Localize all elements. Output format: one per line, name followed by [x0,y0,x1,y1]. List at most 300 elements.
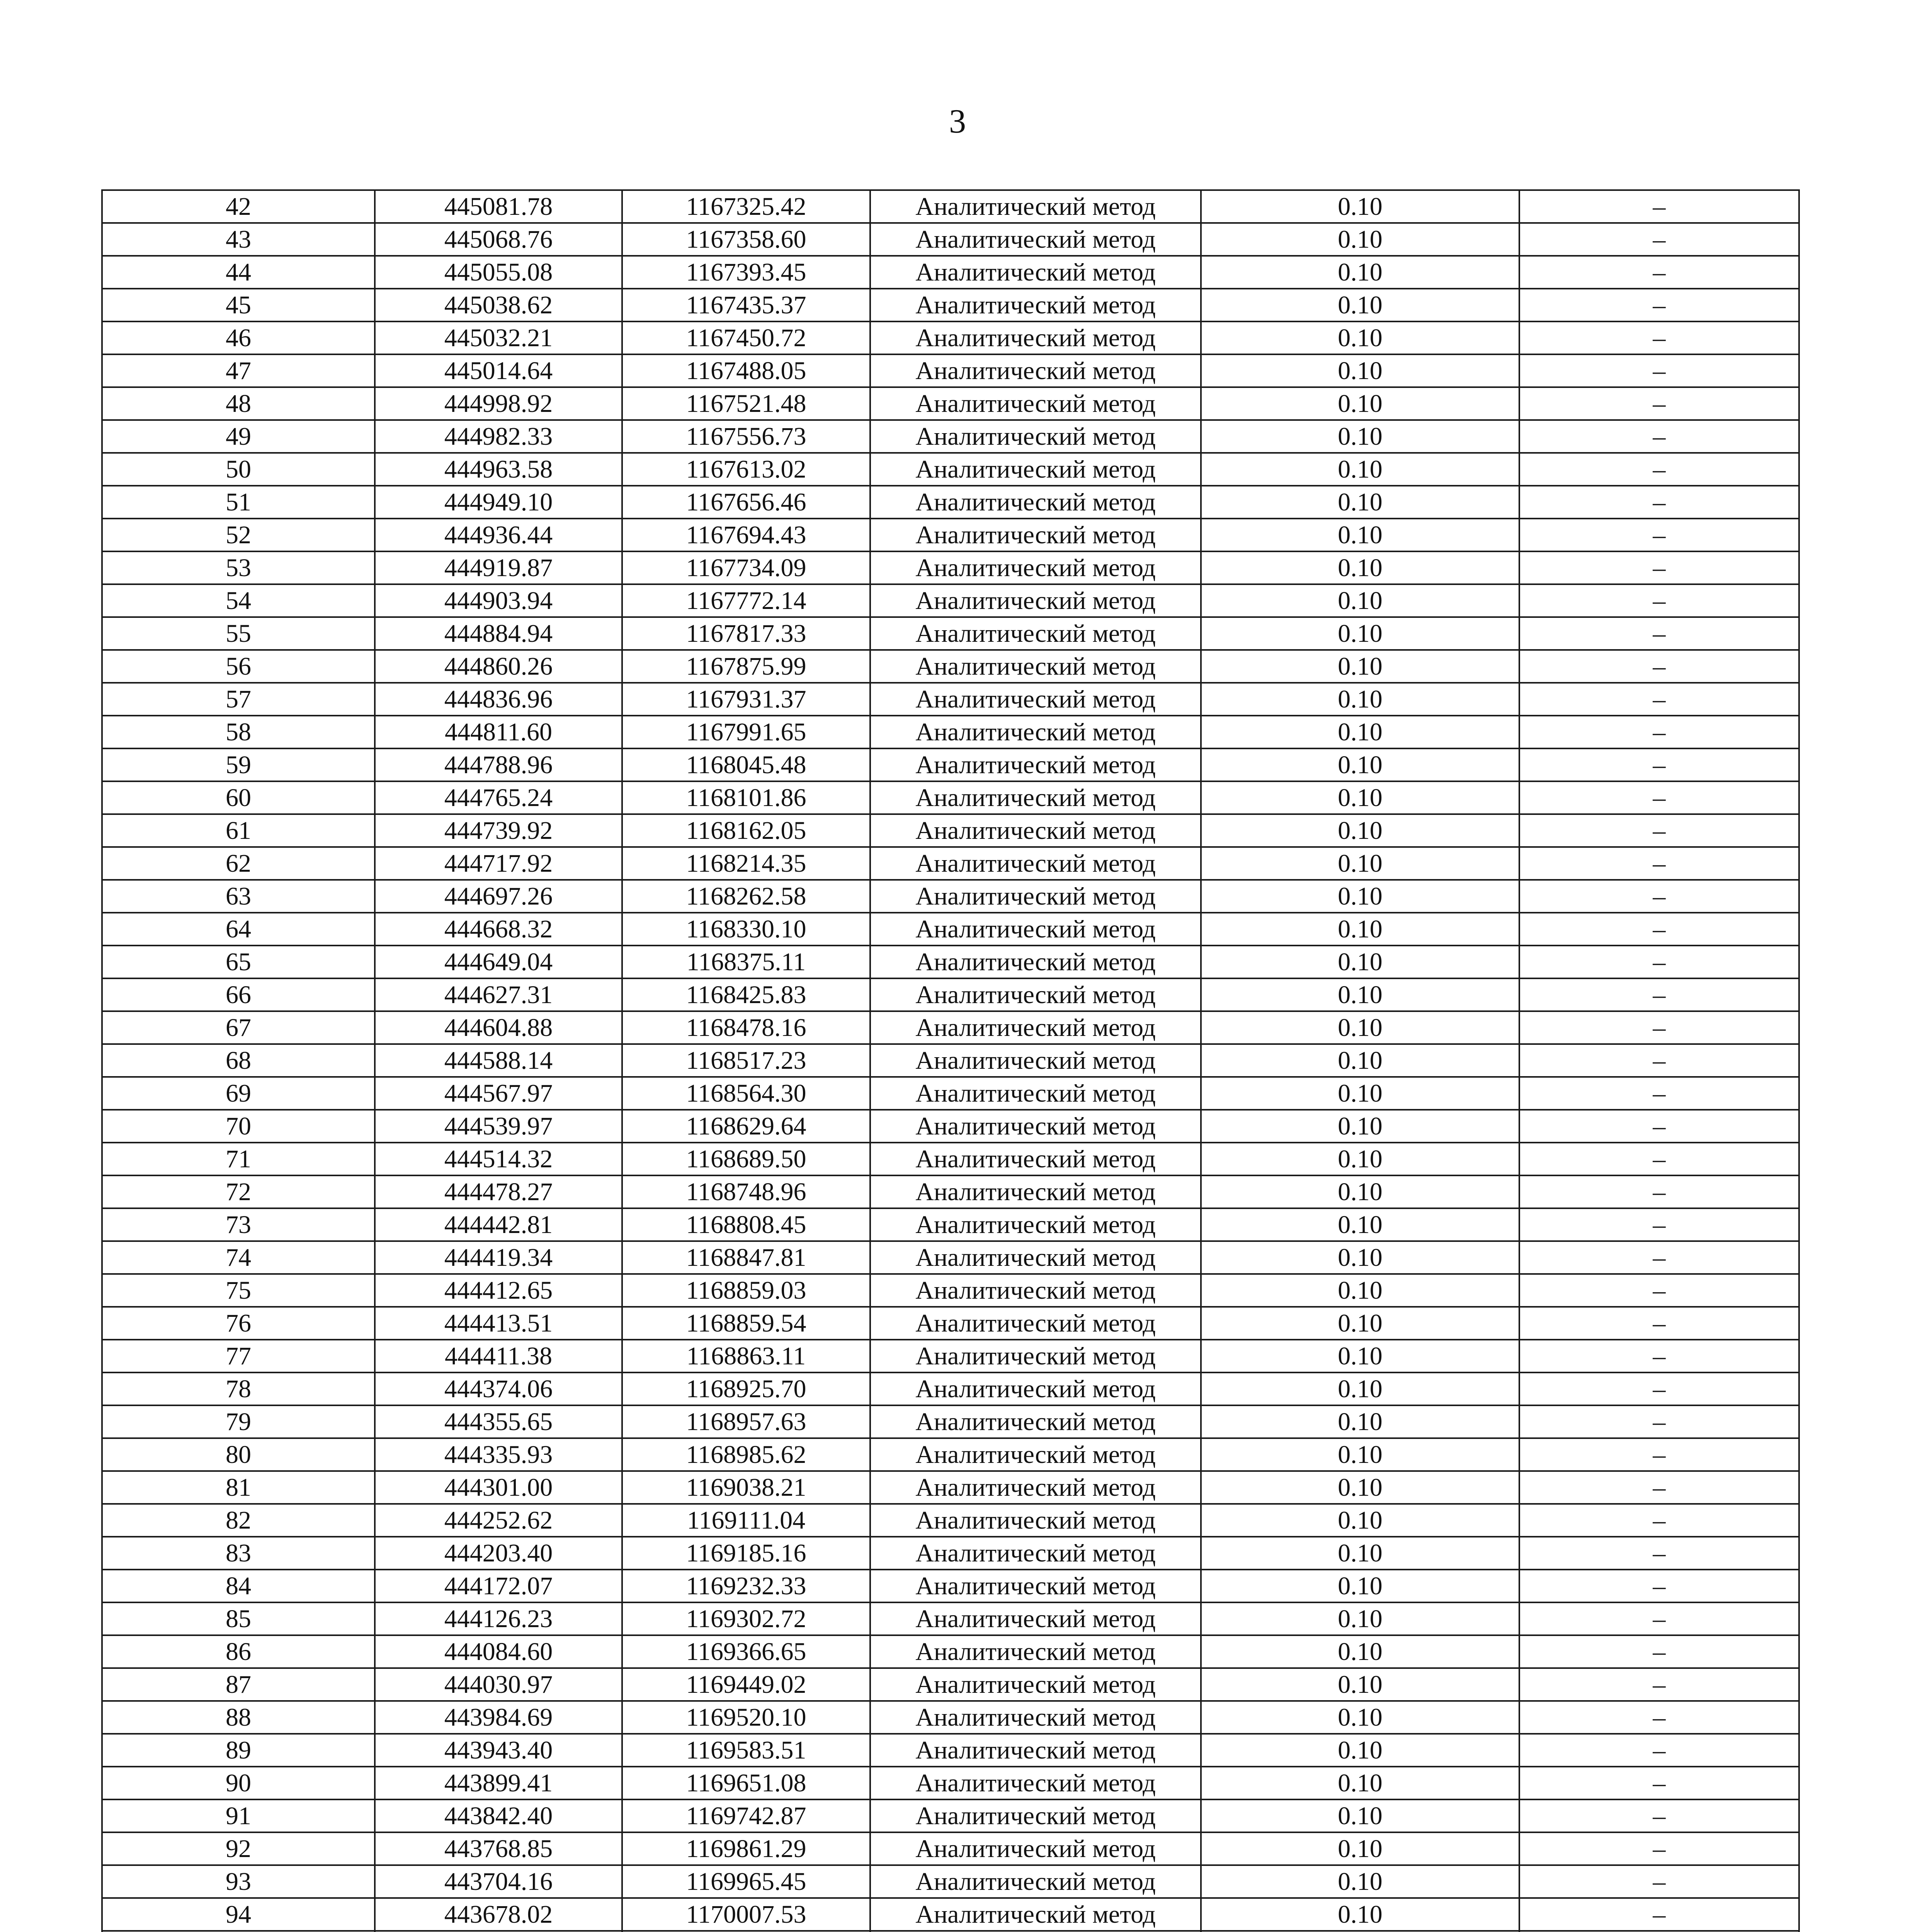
accuracy-cell: 0.10 [1201,223,1519,256]
point-number-cell: 74 [102,1241,375,1274]
x-coordinate-cell: 444884.94 [375,617,622,650]
x-coordinate-cell: 444649.04 [375,946,622,978]
x-coordinate-cell: 444604.88 [375,1011,622,1044]
point-number-cell: 62 [102,847,375,880]
y-coordinate-cell: 1168629.64 [622,1110,870,1143]
table-row [102,1372,1799,1405]
accuracy-cell: 0.10 [1201,1241,1519,1274]
point-number-cell: 91 [102,1799,375,1832]
table-row [102,584,1799,617]
x-coordinate-cell: 444411.38 [375,1340,622,1372]
method-cell: Аналитический метод [870,946,1201,978]
method-cell: Аналитический метод [870,519,1201,551]
x-coordinate-cell: 444355.65 [375,1405,622,1438]
point-number-cell: 61 [102,814,375,847]
y-coordinate-cell: 1167991.65 [622,716,870,748]
y-coordinate-cell: 1167521.48 [622,387,870,420]
accuracy-cell: 0.10 [1201,1372,1519,1405]
note-cell: – [1519,1175,1799,1208]
y-coordinate-cell: 1168101.86 [622,781,870,814]
table-row [102,1241,1799,1274]
note-cell: – [1519,716,1799,748]
table-row [102,1175,1799,1208]
x-coordinate-cell: 444514.32 [375,1143,622,1175]
note-cell: – [1519,519,1799,551]
table-row [102,354,1799,387]
y-coordinate-cell: 1167875.99 [622,650,870,683]
point-number-cell: 93 [102,1865,375,1898]
y-coordinate-cell: 1169366.65 [622,1635,870,1668]
method-cell: Аналитический метод [870,1175,1201,1208]
method-cell: Аналитический метод [870,551,1201,584]
accuracy-cell: 0.10 [1201,1898,1519,1931]
method-cell: Аналитический метод [870,880,1201,913]
method-cell: Аналитический метод [870,1438,1201,1471]
table-row [102,1898,1799,1931]
accuracy-cell: 0.10 [1201,913,1519,946]
table-row [102,1537,1799,1570]
note-cell: – [1519,1471,1799,1504]
table-row [102,650,1799,683]
table-row [102,1602,1799,1635]
table-row [102,321,1799,354]
note-cell: – [1519,354,1799,387]
note-cell: – [1519,1504,1799,1537]
table-row [102,519,1799,551]
method-cell: Аналитический метод [870,1274,1201,1307]
y-coordinate-cell: 1169520.10 [622,1701,870,1734]
y-coordinate-cell: 1170007.53 [622,1898,870,1931]
note-cell: – [1519,1668,1799,1701]
accuracy-cell: 0.10 [1201,551,1519,584]
method-cell: Аналитический метод [870,1537,1201,1570]
x-coordinate-cell: 444084.60 [375,1635,622,1668]
y-coordinate-cell: 1169111.04 [622,1504,870,1537]
table-row [102,946,1799,978]
note-cell: – [1519,781,1799,814]
x-coordinate-cell: 443678.02 [375,1898,622,1931]
accuracy-cell: 0.10 [1201,1832,1519,1865]
y-coordinate-cell: 1169185.16 [622,1537,870,1570]
method-cell: Аналитический метод [870,1898,1201,1931]
x-coordinate-cell: 444374.06 [375,1372,622,1405]
accuracy-cell: 0.10 [1201,1865,1519,1898]
table-row [102,1044,1799,1077]
accuracy-cell: 0.10 [1201,387,1519,420]
y-coordinate-cell: 1167488.05 [622,354,870,387]
x-coordinate-cell: 444949.10 [375,486,622,519]
note-cell: – [1519,1405,1799,1438]
x-coordinate-cell: 444335.93 [375,1438,622,1471]
accuracy-cell: 0.10 [1201,256,1519,289]
table-row [102,1799,1799,1832]
point-number-cell: 63 [102,880,375,913]
point-number-cell: 59 [102,748,375,781]
table-row [102,1438,1799,1471]
method-cell: Аналитический метод [870,1471,1201,1504]
note-cell: – [1519,551,1799,584]
x-coordinate-cell: 444442.81 [375,1208,622,1241]
table-row [102,1274,1799,1307]
y-coordinate-cell: 1167656.46 [622,486,870,519]
x-coordinate-cell: 444567.97 [375,1077,622,1110]
table-row [102,683,1799,716]
point-number-cell: 55 [102,617,375,650]
method-cell: Аналитический метод [870,289,1201,321]
y-coordinate-cell: 1167772.14 [622,584,870,617]
x-coordinate-cell: 444126.23 [375,1602,622,1635]
x-coordinate-cell: 444936.44 [375,519,622,551]
accuracy-cell: 0.10 [1201,584,1519,617]
method-cell: Аналитический метод [870,1110,1201,1143]
x-coordinate-cell: 445014.64 [375,354,622,387]
method-cell: Аналитический метод [870,1077,1201,1110]
point-number-cell: 85 [102,1602,375,1635]
method-cell: Аналитический метод [870,486,1201,519]
point-number-cell: 71 [102,1143,375,1175]
point-number-cell: 75 [102,1274,375,1307]
point-number-cell: 44 [102,256,375,289]
point-number-cell: 64 [102,913,375,946]
table-row [102,551,1799,584]
point-number-cell: 92 [102,1832,375,1865]
table-row [102,978,1799,1011]
accuracy-cell: 0.10 [1201,748,1519,781]
x-coordinate-cell: 444301.00 [375,1471,622,1504]
table-row [102,716,1799,748]
x-coordinate-cell: 444963.58 [375,453,622,486]
y-coordinate-cell: 1167817.33 [622,617,870,650]
table-row [102,781,1799,814]
x-coordinate-cell: 444788.96 [375,748,622,781]
accuracy-cell: 0.10 [1201,1011,1519,1044]
accuracy-cell: 0.10 [1201,1570,1519,1602]
y-coordinate-cell: 1168859.54 [622,1307,870,1340]
method-cell: Аналитический метод [870,1340,1201,1372]
y-coordinate-cell: 1168859.03 [622,1274,870,1307]
note-cell: – [1519,584,1799,617]
method-cell: Аналитический метод [870,1011,1201,1044]
note-cell: – [1519,223,1799,256]
point-number-cell: 52 [102,519,375,551]
y-coordinate-cell: 1167325.42 [622,190,870,223]
accuracy-cell: 0.10 [1201,453,1519,486]
accuracy-cell: 0.10 [1201,1307,1519,1340]
table-row [102,1471,1799,1504]
x-coordinate-cell: 443842.40 [375,1799,622,1832]
y-coordinate-cell: 1167435.37 [622,289,870,321]
method-cell: Аналитический метод [870,978,1201,1011]
table-row [102,1307,1799,1340]
y-coordinate-cell: 1168847.81 [622,1241,870,1274]
point-number-cell: 58 [102,716,375,748]
accuracy-cell: 0.10 [1201,650,1519,683]
method-cell: Аналитический метод [870,1635,1201,1668]
accuracy-cell: 0.10 [1201,781,1519,814]
method-cell: Аналитический метод [870,683,1201,716]
note-cell: – [1519,1767,1799,1799]
point-number-cell: 81 [102,1471,375,1504]
note-cell: – [1519,1241,1799,1274]
x-coordinate-cell: 444903.94 [375,584,622,617]
table-row [102,256,1799,289]
table-row [102,1077,1799,1110]
point-number-cell: 51 [102,486,375,519]
point-number-cell: 70 [102,1110,375,1143]
note-cell: – [1519,1832,1799,1865]
point-number-cell: 83 [102,1537,375,1570]
note-cell: – [1519,1274,1799,1307]
method-cell: Аналитический метод [870,1865,1201,1898]
method-cell: Аналитический метод [870,190,1201,223]
y-coordinate-cell: 1167358.60 [622,223,870,256]
y-coordinate-cell: 1167613.02 [622,453,870,486]
method-cell: Аналитический метод [870,420,1201,453]
note-cell: – [1519,1077,1799,1110]
accuracy-cell: 0.10 [1201,1143,1519,1175]
table-row [102,1405,1799,1438]
note-cell: – [1519,814,1799,847]
point-number-cell: 67 [102,1011,375,1044]
note-cell: – [1519,880,1799,913]
note-cell: – [1519,946,1799,978]
x-coordinate-cell: 444412.65 [375,1274,622,1307]
table-row [102,913,1799,946]
accuracy-cell: 0.10 [1201,814,1519,847]
y-coordinate-cell: 1167393.45 [622,256,870,289]
x-coordinate-cell: 444860.26 [375,650,622,683]
y-coordinate-cell: 1168957.63 [622,1405,870,1438]
table-row [102,1767,1799,1799]
x-coordinate-cell: 444172.07 [375,1570,622,1602]
x-coordinate-cell: 445032.21 [375,321,622,354]
point-number-cell: 42 [102,190,375,223]
coordinates-table-body [102,190,1799,1932]
coordinates-table [101,189,1800,1932]
accuracy-cell: 0.10 [1201,716,1519,748]
table-row [102,1832,1799,1865]
point-number-cell: 47 [102,354,375,387]
x-coordinate-cell: 443943.40 [375,1734,622,1767]
table-row [102,1734,1799,1767]
x-coordinate-cell: 444697.26 [375,880,622,913]
y-coordinate-cell: 1169651.08 [622,1767,870,1799]
note-cell: – [1519,617,1799,650]
method-cell: Аналитический метод [870,814,1201,847]
point-number-cell: 46 [102,321,375,354]
accuracy-cell: 0.10 [1201,1044,1519,1077]
note-cell: – [1519,748,1799,781]
table-row [102,1143,1799,1175]
x-coordinate-cell: 444478.27 [375,1175,622,1208]
table-row [102,387,1799,420]
x-coordinate-cell: 444252.62 [375,1504,622,1537]
x-coordinate-cell: 444539.97 [375,1110,622,1143]
y-coordinate-cell: 1168748.96 [622,1175,870,1208]
point-number-cell: 53 [102,551,375,584]
note-cell: – [1519,486,1799,519]
note-cell: – [1519,1635,1799,1668]
accuracy-cell: 0.10 [1201,354,1519,387]
point-number-cell: 48 [102,387,375,420]
method-cell: Аналитический метод [870,584,1201,617]
method-cell: Аналитический метод [870,1241,1201,1274]
x-coordinate-cell: 444982.33 [375,420,622,453]
note-cell: – [1519,420,1799,453]
point-number-cell: 86 [102,1635,375,1668]
y-coordinate-cell: 1168863.11 [622,1340,870,1372]
accuracy-cell: 0.10 [1201,1668,1519,1701]
x-coordinate-cell: 444765.24 [375,781,622,814]
table-row [102,1011,1799,1044]
table-row [102,1340,1799,1372]
accuracy-cell: 0.10 [1201,1537,1519,1570]
method-cell: Аналитический метод [870,1405,1201,1438]
table-row [102,748,1799,781]
method-cell: Аналитический метод [870,1570,1201,1602]
point-number-cell: 66 [102,978,375,1011]
note-cell: – [1519,1307,1799,1340]
x-coordinate-cell: 443704.16 [375,1865,622,1898]
note-cell: – [1519,1865,1799,1898]
method-cell: Аналитический метод [870,1504,1201,1537]
y-coordinate-cell: 1168425.83 [622,978,870,1011]
point-number-cell: 49 [102,420,375,453]
accuracy-cell: 0.10 [1201,1734,1519,1767]
method-cell: Аналитический метод [870,1372,1201,1405]
y-coordinate-cell: 1169861.29 [622,1832,870,1865]
x-coordinate-cell: 444627.31 [375,978,622,1011]
table-row [102,486,1799,519]
note-cell: – [1519,1734,1799,1767]
point-number-cell: 69 [102,1077,375,1110]
note-cell: – [1519,289,1799,321]
method-cell: Аналитический метод [870,1602,1201,1635]
y-coordinate-cell: 1167734.09 [622,551,870,584]
y-coordinate-cell: 1168925.70 [622,1372,870,1405]
point-number-cell: 88 [102,1701,375,1734]
y-coordinate-cell: 1169583.51 [622,1734,870,1767]
method-cell: Аналитический метод [870,650,1201,683]
accuracy-cell: 0.10 [1201,978,1519,1011]
note-cell: – [1519,1898,1799,1931]
method-cell: Аналитический метод [870,321,1201,354]
accuracy-cell: 0.10 [1201,683,1519,716]
method-cell: Аналитический метод [870,1734,1201,1767]
accuracy-cell: 0.10 [1201,1077,1519,1110]
accuracy-cell: 0.10 [1201,1767,1519,1799]
method-cell: Аналитический метод [870,223,1201,256]
y-coordinate-cell: 1169038.21 [622,1471,870,1504]
y-coordinate-cell: 1169449.02 [622,1668,870,1701]
x-coordinate-cell: 444919.87 [375,551,622,584]
y-coordinate-cell: 1169232.33 [622,1570,870,1602]
method-cell: Аналитический метод [870,781,1201,814]
x-coordinate-cell: 443984.69 [375,1701,622,1734]
point-number-cell: 84 [102,1570,375,1602]
accuracy-cell: 0.10 [1201,190,1519,223]
note-cell: – [1519,1340,1799,1372]
accuracy-cell: 0.10 [1201,1602,1519,1635]
x-coordinate-cell: 444739.92 [375,814,622,847]
x-coordinate-cell: 444811.60 [375,716,622,748]
x-coordinate-cell: 444203.40 [375,1537,622,1570]
point-number-cell: 80 [102,1438,375,1471]
method-cell: Аналитический метод [870,1701,1201,1734]
accuracy-cell: 0.10 [1201,321,1519,354]
point-number-cell: 45 [102,289,375,321]
x-coordinate-cell: 443899.41 [375,1767,622,1799]
method-cell: Аналитический метод [870,748,1201,781]
y-coordinate-cell: 1168689.50 [622,1143,870,1175]
y-coordinate-cell: 1168478.16 [622,1011,870,1044]
x-coordinate-cell: 444836.96 [375,683,622,716]
y-coordinate-cell: 1168162.05 [622,814,870,847]
accuracy-cell: 0.10 [1201,946,1519,978]
note-cell: – [1519,1110,1799,1143]
accuracy-cell: 0.10 [1201,1504,1519,1537]
table-row [102,814,1799,847]
y-coordinate-cell: 1169742.87 [622,1799,870,1832]
note-cell: – [1519,650,1799,683]
method-cell: Аналитический метод [870,716,1201,748]
accuracy-cell: 0.10 [1201,1175,1519,1208]
table-row [102,1208,1799,1241]
note-cell: – [1519,387,1799,420]
table-row [102,1701,1799,1734]
accuracy-cell: 0.10 [1201,880,1519,913]
note-cell: – [1519,1208,1799,1241]
x-coordinate-cell: 443768.85 [375,1832,622,1865]
note-cell: – [1519,256,1799,289]
note-cell: – [1519,847,1799,880]
method-cell: Аналитический метод [870,387,1201,420]
accuracy-cell: 0.10 [1201,519,1519,551]
x-coordinate-cell: 444030.97 [375,1668,622,1701]
y-coordinate-cell: 1169302.72 [622,1602,870,1635]
table-row [102,617,1799,650]
accuracy-cell: 0.10 [1201,1340,1519,1372]
note-cell: – [1519,190,1799,223]
method-cell: Аналитический метод [870,913,1201,946]
x-coordinate-cell: 444419.34 [375,1241,622,1274]
point-number-cell: 77 [102,1340,375,1372]
point-number-cell: 78 [102,1372,375,1405]
point-number-cell: 54 [102,584,375,617]
method-cell: Аналитический метод [870,1832,1201,1865]
note-cell: – [1519,1372,1799,1405]
method-cell: Аналитический метод [870,1307,1201,1340]
table-row [102,1635,1799,1668]
point-number-cell: 57 [102,683,375,716]
table-row [102,453,1799,486]
note-cell: – [1519,1602,1799,1635]
y-coordinate-cell: 1168045.48 [622,748,870,781]
point-number-cell: 73 [102,1208,375,1241]
note-cell: – [1519,683,1799,716]
accuracy-cell: 0.10 [1201,1405,1519,1438]
method-cell: Аналитический метод [870,847,1201,880]
point-number-cell: 87 [102,1668,375,1701]
note-cell: – [1519,453,1799,486]
accuracy-cell: 0.10 [1201,420,1519,453]
point-number-cell: 76 [102,1307,375,1340]
y-coordinate-cell: 1168564.30 [622,1077,870,1110]
table-row [102,847,1799,880]
table-row [102,289,1799,321]
x-coordinate-cell: 445081.78 [375,190,622,223]
y-coordinate-cell: 1168985.62 [622,1438,870,1471]
